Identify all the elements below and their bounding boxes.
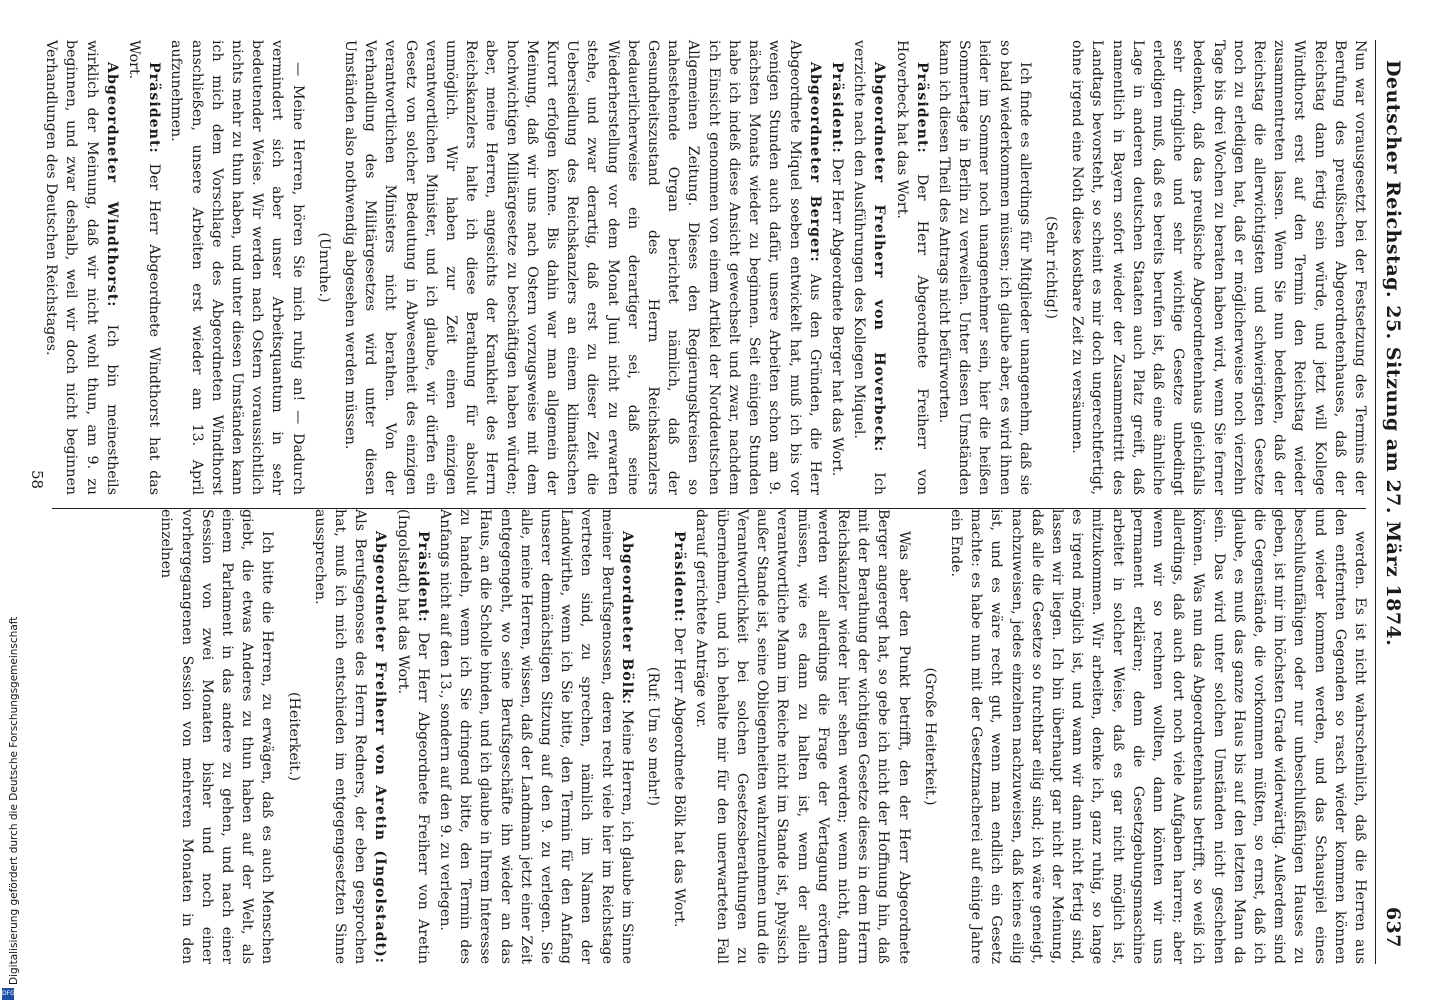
- speaker-name: Präsident:: [414, 531, 431, 623]
- paragraph-text: Der Herr Abgeordnete Windthorst hat das Wort.: [126, 40, 163, 495]
- speaker-name: Abgeordneter Freiherr von Aretin (Ingolstadt):: [372, 531, 389, 964]
- stage-direction: (Große Heiterkeit.): [921, 667, 938, 806]
- paragraph-text: Was aber den Punkt betrifft, den der Herr Abgeordnete Berger angeregt hat, so gebe ich nicht der Hoffnung hin, daß mit der Berathung der wichtigen Gesetze dieses in dem Herrn Reichskanzler wieder hier sehen werden; wenn nicht, dann werden wir allerdings die Frage der Vertagung erörtern müssen, wie es dann zu halten ist, wenn der allein verantwortliche Mann im Reiche nicht im Stande ist, physisch außer Stande ist, seine Obliegenheiten wahrzunehmen und die Verantwortlichkeit bei solchen Gesetzesberathungen zu übernehmen, und ich behalte mir für den unerwarteten Fall darauf gerichtete Anträge vor.: [693, 509, 912, 964]
- paragraph: [849, 40, 889, 495]
- paragraph: [340, 40, 825, 495]
- paragraph-text: werden. Es ist nicht wahrscheinlich, daß die Herren aus den entfernten Gegenden so rasch wieder kommen können und wieder kommen werden, und das Schauspiel eines beschlußunfähigen oder nur unbeschlußfähigen Hauses zu geben, ist mir im höchsten Grade widerwärtig. Außerdem sind die Gegenstände, die vorkommen müßten, so ernst, daß ich glaube, es muß das ganze Haus bis auf den letzten Mann da sein. Das wird unter solchen Umständen nicht geschehen können. Was nun das Abgeordnetenhaus betrifft, so weiß ich allerdings, daß auch dort noch viele Aufgaben harren; aber wenn wir so rechnen wollten, dann könnten wir uns permanent erklären; denn die Gesetzgebungsmaschine arbeitet in solcher Weise, daß es gar nicht möglich ist, mitzukommen. Wir arbeiten, denke ich, ganz ruhig, so lange es irgend möglich ist, und wann wir dann nicht fertig sind, lassen wir liegen. Ich bin überhaupt gar nicht der Meinung, daß alle die Gesetze so furchtbar eilig sind; ich wäre geneigt, nachzuweisen, jedes einzelnen nachzuweisen, daß keines eilig ist, und es wäre recht gut, wenn man endlich ein Gesetz machte: es habe nun mit der Gesetzmacherei auf einige Jahre ein Ende.: [947, 509, 1368, 964]
- paragraph: [934, 40, 1035, 495]
- page-header: [1375, 40, 1410, 964]
- paragraph: [691, 509, 913, 964]
- paragraph: [124, 40, 164, 495]
- speaker-name: Abgeordneter Windthorst:: [103, 62, 120, 308]
- digitization-note: Digitalisierung gefördert durch die Deutsche Forschungsgemeinschaft: [8, 616, 20, 985]
- paragraph: [392, 509, 432, 964]
- page-number: 637: [1382, 906, 1404, 948]
- paragraph-text: Als Berufsgenosse des Herrn Redners, der eben gesprochen hat, muß ich mich entschieden im entgegengesetzten Sinne aussprechen.: [311, 509, 369, 964]
- speaker-name: Abgeordneter Berger:: [806, 62, 823, 263]
- stage-direction: (Unruhe.): [315, 232, 332, 303]
- paragraph: [435, 509, 637, 964]
- paragraph-text: Der Herr Abgeordnete Freiherr von Hoverbeck hat das Wort.: [893, 40, 930, 495]
- paragraph-text: Meine Herren, ich glaube im Sinne meiner Berufsgenossen, deren recht viele hier im Reichstage vertreten sind, zu sprechen, nämlich im Namen der Landwirthe, wenn ich Sie bitte, den Termin für den Anfang unserer demnächstigen Sitzung auf den 9. zu verlegen. Sie alle, meine Herren, wissen, daß der Landmann jetzt einer Zeit entgegengeht, wo seine Berufsgeschäfte ihn wieder an das Haus, an die Scholle binden, und ich glaube in Ihrem Interesse zu handeln, wenn ich Sie dringend bitte, den Termin des Anfangs nicht auf den 13., sondern auf den 9. zu verlegen.: [437, 509, 635, 964]
- text-columns: [43, 40, 1370, 964]
- paragraph: [156, 509, 277, 964]
- speaker-name: Abgeordneter Freiherr von Hoverbeck:: [871, 62, 888, 453]
- paragraph-text: Ich finde es allerdings für Mitglieder unangenehm, daß sie so bald wiederkommen müssen; ich glaube aber, es wird ihnen leider im Sommer noch unangenehmer sein, hier die heißen Sommertage in Berlin zu verweilen. Unter diesen Umständen kann ich diesen Theil des Antrags nicht befürworten.: [935, 40, 1033, 495]
- speaker-name: Präsident:: [828, 62, 845, 154]
- speaker-name: Abgeordneter Bölk:: [618, 531, 635, 706]
- paragraph: [946, 509, 1370, 964]
- paragraph-text: — Meine Herren, hören Sie mich ruhig an! — Dadurch vermindert sich aber unser Arbeitsquantum in sehr bedeutender Weise. Wir werden nach Ostern voraussichtlich nichts mehr zu thun haben, und unter diesen Umständen kann ich mich dem Vorschlage des Abgeordneten Windthorst anschließen, unsere Arbeiten erst wieder am 13. April aufzunehmen.: [168, 40, 306, 495]
- paragraph-text: Ich verzichte nach den Ausführungen des Kollegen Miquel.: [851, 40, 888, 495]
- footer-number: 58: [28, 470, 46, 490]
- paragraph-text: Der Herr Abgeordnete Freiherr von Aretin (Ingolstadt) hat das Wort.: [394, 509, 431, 964]
- paragraph: [827, 40, 847, 495]
- paragraph: [166, 40, 307, 495]
- paragraph-text: Nun war vorausgesetzt bei der Festsetzung des Termins der Berufung des preußischen Abgeordnetenhauses, daß der Reichstag dann fertig sein würde, und jetzt will Kollege Windthorst erst auf den Termin den Reichstag wieder zusammentreten lassen. Wenn Sie nun bedenken, daß der Reichstag die allerwichtigsten und schwierigsten Gesetze noch zu erledigen hat, daß er möglicherweise noch vierzehn Tage bis drei Wochen zu beraten haben wird, wenn Sie ferner bedenken, daß das preußische Abgeordnetenhaus gleichfalls sehr dringliche und sehr wichtige Gesetze unbedingt erledigen muß, daß es bereits berufen ist, daß eine ähnliche Lage in anderen deutschen Staaten auch Platz greift, daß namentlich in Bayern sofort wieder der Zusammentritt des Landtags bevorsteht, so scheint es mir doch ungerechtfertigt, ohne irgend eine Noth diese kostbare Zeit zu versäumen.: [1069, 40, 1368, 495]
- left-column: [43, 40, 1370, 495]
- paragraph-text: Ich bitte die Herren, zu erwägen, daß es auch Menschen giebt, die etwas Anderes zu thun haben auf der Welt, als einem Parlament in das andere zu gehen, und nach einer Session von zwei Monaten bisher und noch einer vorhergegangenen Session von mehreren Monaten in den einzelnen: [158, 509, 276, 964]
- speaker-name: Präsident:: [671, 531, 688, 623]
- paragraph-text: Der Herr Abgeordnete Bölk hat das Wort.: [671, 627, 688, 928]
- paragraph: [669, 509, 689, 964]
- paragraph: [1067, 40, 1370, 495]
- dfg-logo: DFG: [2, 988, 14, 1000]
- stage-direction: (Ruf: Um so mehr!): [645, 666, 662, 807]
- paragraph: [41, 40, 122, 495]
- paragraph-text: Aus den Gründen, die Herr Abgeordnete Miquel soeben entwickelt hat, muß ich bis vor wenigen Stunden auch dafür, unsere Arbeiten schon am 9. nächsten Monats wieder zu beginnen. Seit einigen Stunden habe ich indeß diese Ansicht gewechselt und zwar, nachdem ich Einsicht genommen von einem Artikel der Norddeutschen Allgemeinen Zeitung. Dieses den Regierungskreisen so nahestehende Organ berichtet nämlich, daß der Gesundheitszustand des Herrn Reichskanzlers bedauerlicherweise ein derartiger sei, daß seine Wiederherstellung vor dem Monat Juni nicht zu erwarten stehe, und zwar derartig, daß erst zu dieser Zeit die Uebersiedlung des Reichskanzlers an einem klimatischen Kurort erfolgen könne. Bis dahin war man allgemein der Meinung, daß wir uns nach Ostern vorzugsweise mit dem hochwichtigen Militärgesetze zu beschäftigen haben würden; aber, meine Herren, angesichts der Krankheit des Herrn Reichskanzlers halte ich diese Berathung für absolut unmöglich. Wir haben zur Zeit einen einzigen verantwortlichen Minister, und ich glaube, wir dürfen ein Gesetz von solcher Bedeutung in Abwesenheit des einzigen verantwortlichen Ministers nicht berathen. Von der Verhandlung des Militärgesetzes wird unter diesen Umständen also nothwendig abgesehen werden müssen.: [342, 40, 823, 495]
- speaker-name: Präsident:: [146, 62, 163, 154]
- page-title: Deutscher Reichstag. 25. Sitzung am 27. März 1874.: [1382, 60, 1404, 647]
- stage-direction: (Sehr richtig!): [1042, 215, 1059, 320]
- paragraph-text: Ich bin meinestheils wirklich der Meinung, daß wir nicht wohl thun, am 9. zu beginnen, und zwar deshalb, weil wir doch nicht beginnen Verhandlungen des Deutschen Reichstages.: [43, 40, 120, 495]
- paragraph-text: Der Herr Abgeordnete Berger hat das Wort.: [828, 158, 845, 477]
- paragraph: [891, 40, 931, 495]
- speaker-name: Präsident:: [913, 62, 930, 154]
- stage-direction: (Heiterkeit.): [285, 692, 302, 781]
- right-column: [52, 509, 1370, 964]
- paragraph: [310, 509, 391, 964]
